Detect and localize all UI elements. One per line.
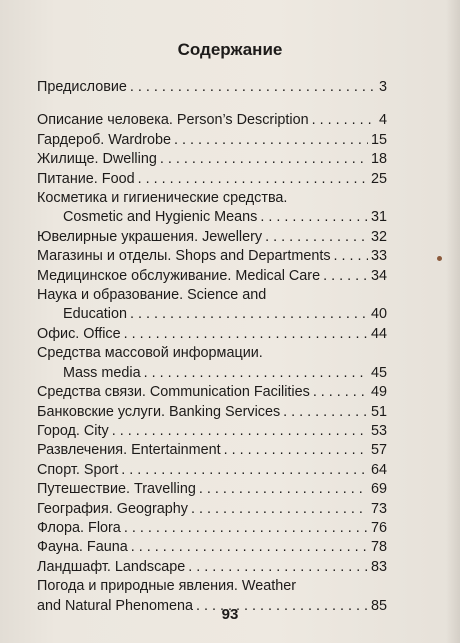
toc-entry-title: Питание. Food [37,170,135,187]
toc-entry-title: Ландшафт. Landscape [37,558,186,575]
toc-entry-title: Магазины и отделы. Shops and Departments [37,248,331,265]
toc-entry-page: 64 [370,461,387,478]
toc-entry-page: 69 [370,481,387,498]
toc-entry-title: Наука и образование. Science and [37,287,267,304]
toc-entry-page: 3 [378,79,387,95]
page-edge-shadow [446,0,460,643]
toc-entry-title: Флора. Flora [37,519,121,536]
toc-entry-title: Путешествие. Travelling [37,481,196,498]
toc-entry [37,383,387,402]
toc-entry-page: 57 [370,442,387,459]
toc-entry-page: 33 [370,248,387,265]
toc-entry [37,422,387,441]
toc-entry [37,480,387,499]
page-number: 93 [221,606,239,623]
toc-entry [37,78,387,97]
toc-entry-title: Развлечения. Entertainment [37,442,221,459]
toc-entry-page: 83 [370,558,387,575]
toc-entry-title: Офис. Office [37,325,121,342]
toc-entry-title: Медицинское обслуживание. Medical Care [37,267,321,284]
toc-entry-title-continuation: Mass media [63,364,141,381]
toc-entry-title: Город. City [37,422,109,439]
toc-entry-page: 78 [370,539,387,556]
dot-leader [224,441,368,460]
toc-entry [37,519,387,538]
toc-entry-page: 85 [370,597,387,614]
dot-leader [312,111,376,130]
toc-entry-title: Ювелирные украшения. Jewellery [37,228,263,245]
toc-entry-title-continuation: Education [63,306,128,323]
dot-leader [130,305,368,324]
toc-entry-page: 49 [370,384,387,401]
dot-leader [283,403,368,422]
toc-entry [37,170,387,189]
dot-leader [199,480,368,499]
toc-entry [37,325,387,344]
dot-leader [144,364,368,383]
toc-entry [37,441,387,460]
toc-entry-title-continuation: Cosmetic and Hygienic Means [63,209,258,226]
toc-entry [37,228,387,247]
toc-entry-title: Описание человека. Person’s Description [37,112,309,129]
toc-entry-title: Средства связи. Communication Facilities [37,384,310,401]
toc-entry-page: 51 [370,403,387,420]
toc-entry [37,189,387,228]
toc-entry-page: 15 [370,131,387,148]
dot-leader [313,383,368,402]
toc-entry [37,500,387,519]
toc-entry-page: 40 [370,306,387,323]
dot-leader [112,422,368,441]
toc-entry [37,344,387,383]
dot-leader [121,461,368,480]
paper-speck [437,256,442,261]
dot-leader [265,228,368,247]
table-of-contents [37,78,387,616]
dot-leader [191,500,368,519]
toc-entry-title: Спорт. Sport [37,461,119,478]
dot-leader [174,131,368,150]
toc-entry-page: 34 [370,267,387,284]
section-gap [37,97,387,111]
toc-entry-title: Жилище. Dwelling [37,151,157,168]
toc-entry-title: География. Geography [37,500,188,517]
toc-entry-page: 44 [370,325,387,342]
toc-entry [37,267,387,286]
dot-leader [160,150,368,169]
toc-entry-title: Косметика и гигиенические средства. [37,190,288,207]
toc-entry-page: 53 [370,422,387,439]
dot-leader [131,538,368,557]
dot-leader [323,267,368,286]
toc-entry [37,538,387,557]
toc-entry-page: 31 [370,209,387,226]
toc-entry-page: 73 [370,500,387,517]
toc-entry [37,247,387,266]
dot-leader [260,208,368,227]
toc-entry [37,403,387,422]
dot-leader [138,170,368,189]
toc-entry-title: Погода и природные явления. Weather [37,578,297,595]
dot-leader [130,78,376,97]
dot-leader [334,247,368,266]
toc-entry-page: 4 [378,112,387,129]
toc-entry-title: Средства массовой информации. [37,345,263,362]
toc-entry-title: Фауна. Fauna [37,539,128,556]
toc-entry-title: Банковские услуги. Banking Services [37,403,281,420]
toc-entry [37,131,387,150]
dot-leader [124,325,368,344]
toc-entry [37,286,387,325]
toc-entry-page: 18 [370,151,387,168]
toc-entry-title: Предисловие [37,79,127,95]
toc-entry-title-continuation: and Natural Phenomena [37,597,194,614]
toc-entry-page: 32 [370,228,387,245]
dot-leader [124,519,368,538]
toc-entry [37,150,387,169]
dot-leader [188,558,368,577]
toc-entry-page: 76 [370,519,387,536]
page-title: Содержание [177,40,283,59]
toc-entry [37,558,387,577]
toc-entry-title: Гардероб. Wardrobe [37,131,171,148]
toc-entry [37,111,387,130]
toc-entry [37,461,387,480]
toc-entry-page: 25 [370,170,387,187]
toc-entry-page: 45 [370,364,387,381]
